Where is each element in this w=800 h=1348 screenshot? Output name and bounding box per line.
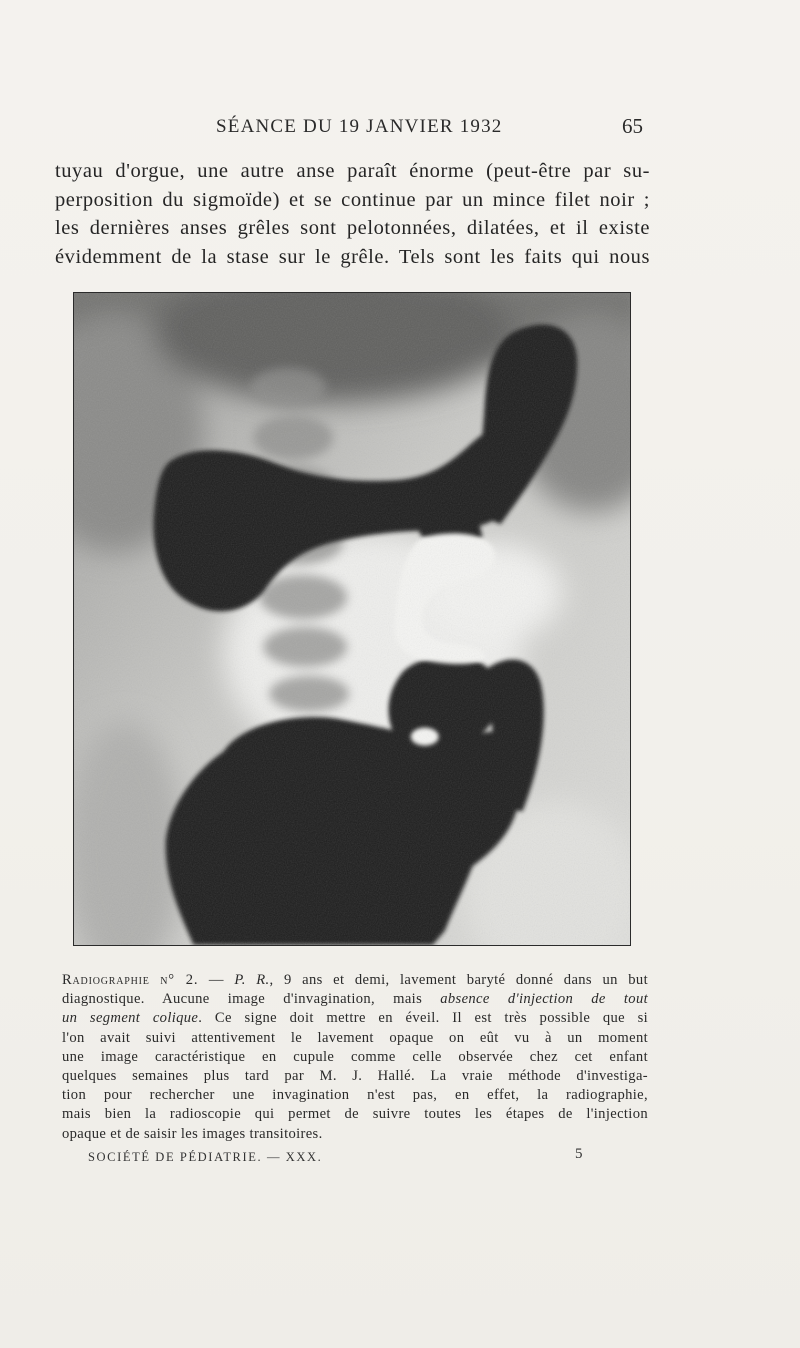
caption-line: opaque et de saisir les images transitoires. — [62, 1125, 323, 1142]
body-line: évidemment de la stase sur le grêle. Tels sont les faits qui nous — [55, 245, 650, 268]
signature-number: 5 — [575, 1146, 583, 1162]
caption-line: mais bien la radioscopie qui permet de suivre toutes les étapes de l'injection — [62, 1106, 648, 1123]
caption-emphasis: un segment colique — [62, 1010, 199, 1027]
caption-line — [62, 971, 648, 990]
caption-line — [62, 990, 648, 1009]
page-number: 65 — [622, 114, 643, 138]
caption-text: . Ce signe doit mettre en éveil. Il est très possible que si — [198, 1010, 649, 1027]
caption-emphasis: absence d'injection de tout — [440, 991, 648, 1008]
caption-text: , 9 ans et demi, lavement baryté donné dans un but — [269, 972, 648, 988]
body-line: perposition du sigmoïde) et se continue par un mince filet noir ; — [55, 188, 650, 211]
caption-dash: — — [198, 972, 235, 988]
body-line: tuyau d'orgue, une autre anse paraît énorme (peut-être par su- — [55, 160, 650, 182]
caption-line: l'on avait suivi attentivement le lavement opaque on eût vu à un moment — [62, 1029, 648, 1046]
body-line: les dernières anses grêles sont pelotonnées, dilatées, et il existe — [55, 217, 650, 239]
signature-mark: SOCIÉTÉ DE PÉDIATRIE. — XXX. — [88, 1150, 323, 1164]
caption-line — [62, 1009, 648, 1028]
figure-caption — [62, 971, 648, 1144]
radiograph-image — [74, 293, 630, 945]
body-paragraph — [55, 157, 650, 271]
caption-line: une image caractéristique en cupule comme celle observée chez cet enfant — [62, 1048, 648, 1065]
caption-number: n° 2. — [160, 972, 199, 988]
caption-label: Radiographie — [62, 972, 150, 988]
caption-line: tion pour rechercher une invagination n'est pas, en effet, la radiographie, — [62, 1087, 648, 1104]
radiograph-figure — [73, 292, 631, 946]
caption-text: diagnostique. Aucune image d'invagination, mais — [62, 991, 441, 1008]
running-title: SÉANCE DU 19 JANVIER 1932 — [216, 116, 503, 137]
caption-line: quelques semaines plus tard par M. J. Hallé. La vraie méthode d'investiga- — [62, 1068, 648, 1085]
caption-patient: P. R. — [234, 972, 270, 988]
